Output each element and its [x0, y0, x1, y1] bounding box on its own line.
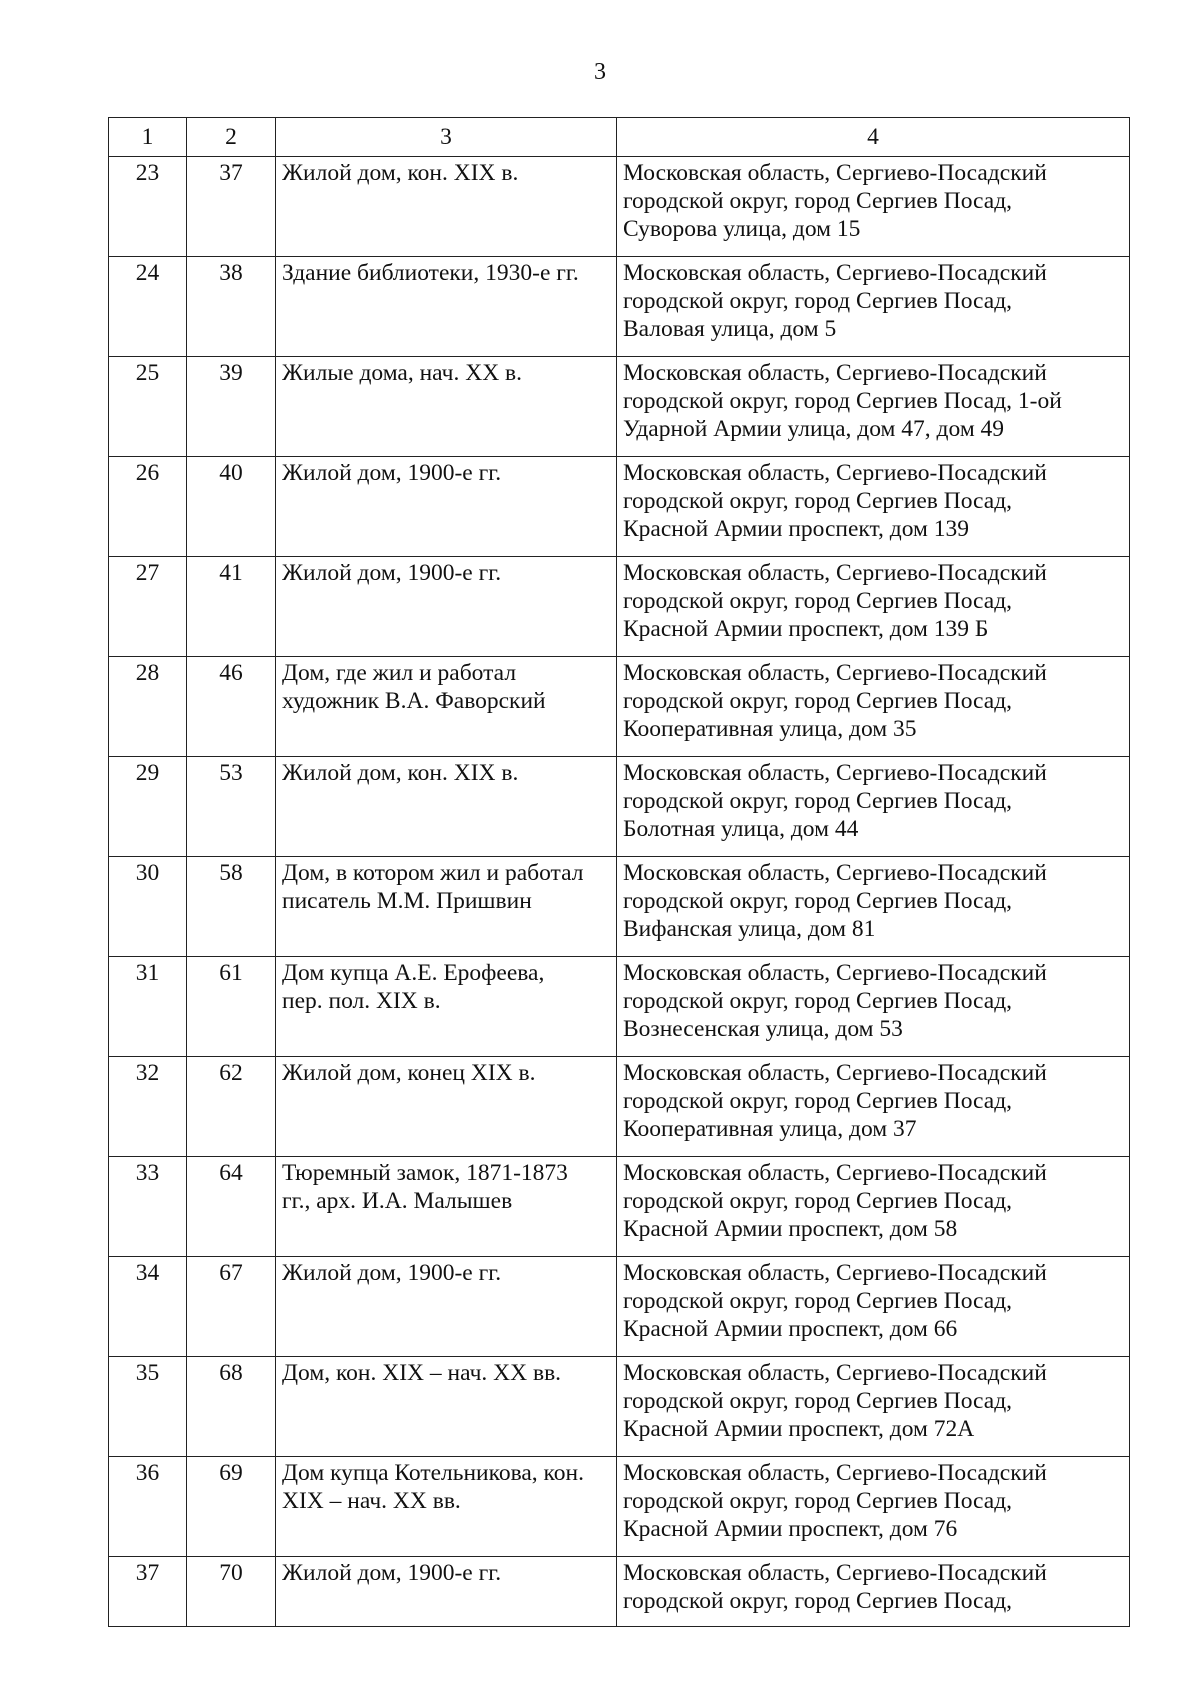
object-address — [617, 657, 1130, 757]
object-name — [276, 1457, 617, 1557]
register-number: 37 — [187, 157, 276, 257]
object-address-line: Кооперативная улица, дом 37 — [623, 1116, 917, 1142]
object-name — [276, 357, 617, 457]
object-address-line: городской округ, город Сергиев Посад, — [623, 188, 1013, 214]
header-col-2: 2 — [187, 118, 276, 157]
object-address-line: Московская область, Сергиево-Посадский — [623, 1460, 1047, 1486]
object-name — [276, 157, 617, 257]
object-address-line: городской округ, город Сергиев Посад, — [623, 988, 1013, 1014]
row-number: 23 — [109, 157, 187, 257]
register-number: 53 — [187, 757, 276, 857]
object-address-line: городской округ, город Сергиев Посад, — [623, 1388, 1013, 1414]
object-address-line: Валовая улица, дом 5 — [623, 316, 837, 342]
object-address-line: Вифанская улица, дом 81 — [623, 916, 876, 942]
object-name-line: Жилой дом, 1900-е гг. — [282, 560, 502, 586]
register-number: 62 — [187, 1057, 276, 1157]
table-row — [109, 1457, 1130, 1557]
object-address-line: Московская область, Сергиево-Посадский — [623, 460, 1047, 486]
row-number: 27 — [109, 557, 187, 657]
register-number: 41 — [187, 557, 276, 657]
object-address-line: городской округ, город Сергиев Посад, — [623, 288, 1013, 314]
object-address — [617, 1057, 1130, 1157]
table-header-row — [109, 118, 1130, 157]
object-address-line: городской округ, город Сергиев Посад, — [623, 1488, 1013, 1514]
object-address-line: Красной Армии проспект, дом 72А — [623, 1416, 975, 1442]
object-address — [617, 757, 1130, 857]
object-name-line: художник В.А. Фаворский — [282, 688, 546, 714]
object-address-line: городской округ, город Сергиев Посад, — [623, 1188, 1013, 1214]
object-name — [276, 1257, 617, 1357]
object-name-line: писатель М.М. Пришвин — [282, 888, 532, 914]
header-col-3: 3 — [276, 118, 617, 157]
object-address-line: Красной Армии проспект, дом 76 — [623, 1516, 958, 1542]
table-body — [109, 157, 1130, 1627]
object-address-line: Кооперативная улица, дом 35 — [623, 716, 917, 742]
object-address-line: Московская область, Сергиево-Посадский — [623, 360, 1047, 386]
object-address — [617, 857, 1130, 957]
table-row — [109, 457, 1130, 557]
object-name-line: Жилой дом, 1900-е гг. — [282, 460, 502, 486]
object-address — [617, 1457, 1130, 1557]
object-address-line: городской округ, город Сергиев Посад, — [623, 588, 1013, 614]
object-address-line: Московская область, Сергиево-Посадский — [623, 1260, 1047, 1286]
object-address-line: Красной Армии проспект, дом 139 — [623, 516, 970, 542]
object-name — [276, 1357, 617, 1457]
object-name-line: Жилой дом, 1900-е гг. — [282, 1560, 502, 1586]
object-address-line: городской округ, город Сергиев Посад, 1-ой — [623, 388, 1062, 414]
register-number: 70 — [187, 1557, 276, 1627]
object-address-line: Московская область, Сергиево-Посадский — [623, 960, 1047, 986]
register-number: 64 — [187, 1157, 276, 1257]
table-row — [109, 857, 1130, 957]
object-address-line: Красной Армии проспект, дом 139 Б — [623, 616, 989, 642]
object-name-line: Жилые дома, нач. XX в. — [282, 360, 523, 386]
object-address-line: Московская область, Сергиево-Посадский — [623, 560, 1047, 586]
object-address-line: Московская область, Сергиево-Посадский — [623, 260, 1047, 286]
page-number: 3 — [594, 59, 606, 85]
object-address — [617, 557, 1130, 657]
row-number: 26 — [109, 457, 187, 557]
row-number: 29 — [109, 757, 187, 857]
register-number: 46 — [187, 657, 276, 757]
register-number: 58 — [187, 857, 276, 957]
object-name-line: Дом купца Котельникова, кон. — [282, 1460, 584, 1486]
object-name-line: Жилой дом, 1900-е гг. — [282, 1260, 502, 1286]
object-address-line: городской округ, город Сергиев Посад, — [623, 488, 1013, 514]
object-address — [617, 157, 1130, 257]
object-name-line: гг., арх. И.А. Малышев — [282, 1188, 513, 1214]
object-address-line: Ударной Армии улица, дом 47, дом 49 — [623, 416, 1005, 442]
table-row — [109, 1057, 1130, 1157]
object-address — [617, 1157, 1130, 1257]
object-address-line: городской округ, город Сергиев Посад, — [623, 1588, 1013, 1614]
object-name — [276, 1157, 617, 1257]
table-row — [109, 1257, 1130, 1357]
object-name-line: Здание библиотеки, 1930-е гг. — [282, 260, 579, 286]
object-name — [276, 1557, 617, 1627]
register-number: 38 — [187, 257, 276, 357]
object-address — [617, 357, 1130, 457]
object-address-line: Вознесенская улица, дом 53 — [623, 1016, 903, 1042]
row-number: 33 — [109, 1157, 187, 1257]
row-number: 35 — [109, 1357, 187, 1457]
row-number: 36 — [109, 1457, 187, 1557]
object-address-line: Московская область, Сергиево-Посадский — [623, 660, 1047, 686]
object-name-line: пер. пол. XIX в. — [282, 988, 441, 1014]
table-row — [109, 757, 1130, 857]
row-number: 30 — [109, 857, 187, 957]
object-address-line: Суворова улица, дом 15 — [623, 216, 861, 242]
object-name — [276, 757, 617, 857]
row-number: 34 — [109, 1257, 187, 1357]
object-name-line: XIX – нач. XX вв. — [282, 1488, 461, 1514]
object-name — [276, 857, 617, 957]
table-row — [109, 1357, 1130, 1457]
object-address-line: Московская область, Сергиево-Посадский — [623, 860, 1047, 886]
object-address-line: городской округ, город Сергиев Посад, — [623, 688, 1013, 714]
object-address-line: городской округ, город Сергиев Посад, — [623, 788, 1013, 814]
register-number: 69 — [187, 1457, 276, 1557]
register-number: 68 — [187, 1357, 276, 1457]
object-address — [617, 257, 1130, 357]
object-name-line: Дом, в котором жил и работал — [282, 860, 584, 886]
object-name — [276, 657, 617, 757]
row-number: 32 — [109, 1057, 187, 1157]
object-address-line: Красной Армии проспект, дом 66 — [623, 1316, 958, 1342]
object-address-line: Болотная улица, дом 44 — [623, 816, 859, 842]
object-name — [276, 957, 617, 1057]
object-name-line: Жилой дом, кон. XIX в. — [282, 760, 519, 786]
table-row — [109, 557, 1130, 657]
objects-table — [108, 117, 1130, 1627]
object-address-line: Московская область, Сергиево-Посадский — [623, 760, 1047, 786]
header-col-4: 4 — [617, 118, 1130, 157]
object-name-line: Жилой дом, кон. XIX в. — [282, 160, 519, 186]
object-name — [276, 1057, 617, 1157]
table-row — [109, 957, 1130, 1057]
row-number: 25 — [109, 357, 187, 457]
register-number: 67 — [187, 1257, 276, 1357]
object-name — [276, 457, 617, 557]
object-name-line: Дом купца А.Е. Ерофеева, — [282, 960, 545, 986]
object-name-line: Дом, кон. XIX – нач. XX вв. — [282, 1360, 562, 1386]
object-address-line: Московская область, Сергиево-Посадский — [623, 1560, 1047, 1586]
object-name-line: Тюремный замок, 1871-1873 — [282, 1160, 568, 1186]
register-number: 61 — [187, 957, 276, 1057]
object-name-line: Жилой дом, конец XIX в. — [282, 1060, 536, 1086]
register-number: 40 — [187, 457, 276, 557]
table-row — [109, 657, 1130, 757]
table-row — [109, 1157, 1130, 1257]
row-number: 28 — [109, 657, 187, 757]
object-address — [617, 1557, 1130, 1627]
object-address-line: городской округ, город Сергиев Посад, — [623, 888, 1013, 914]
object-address-line: Московская область, Сергиево-Посадский — [623, 1360, 1047, 1386]
row-number: 31 — [109, 957, 187, 1057]
object-address-line: Московская область, Сергиево-Посадский — [623, 1160, 1047, 1186]
table-row — [109, 1557, 1130, 1627]
object-address-line: городской округ, город Сергиев Посад, — [623, 1288, 1013, 1314]
table-row — [109, 257, 1130, 357]
object-address-line: городской округ, город Сергиев Посад, — [623, 1088, 1013, 1114]
table-row — [109, 357, 1130, 457]
object-address-line: Красной Армии проспект, дом 58 — [623, 1216, 958, 1242]
register-number: 39 — [187, 357, 276, 457]
object-name-line: Дом, где жил и работал — [282, 660, 517, 686]
object-address — [617, 1357, 1130, 1457]
row-number: 37 — [109, 1557, 187, 1627]
object-address — [617, 1257, 1130, 1357]
object-address-line: Московская область, Сергиево-Посадский — [623, 1060, 1047, 1086]
table-row — [109, 157, 1130, 257]
object-address — [617, 457, 1130, 557]
object-address-line: Московская область, Сергиево-Посадский — [623, 160, 1047, 186]
object-address — [617, 957, 1130, 1057]
object-name — [276, 557, 617, 657]
object-name — [276, 257, 617, 357]
header-col-1: 1 — [109, 118, 187, 157]
row-number: 24 — [109, 257, 187, 357]
